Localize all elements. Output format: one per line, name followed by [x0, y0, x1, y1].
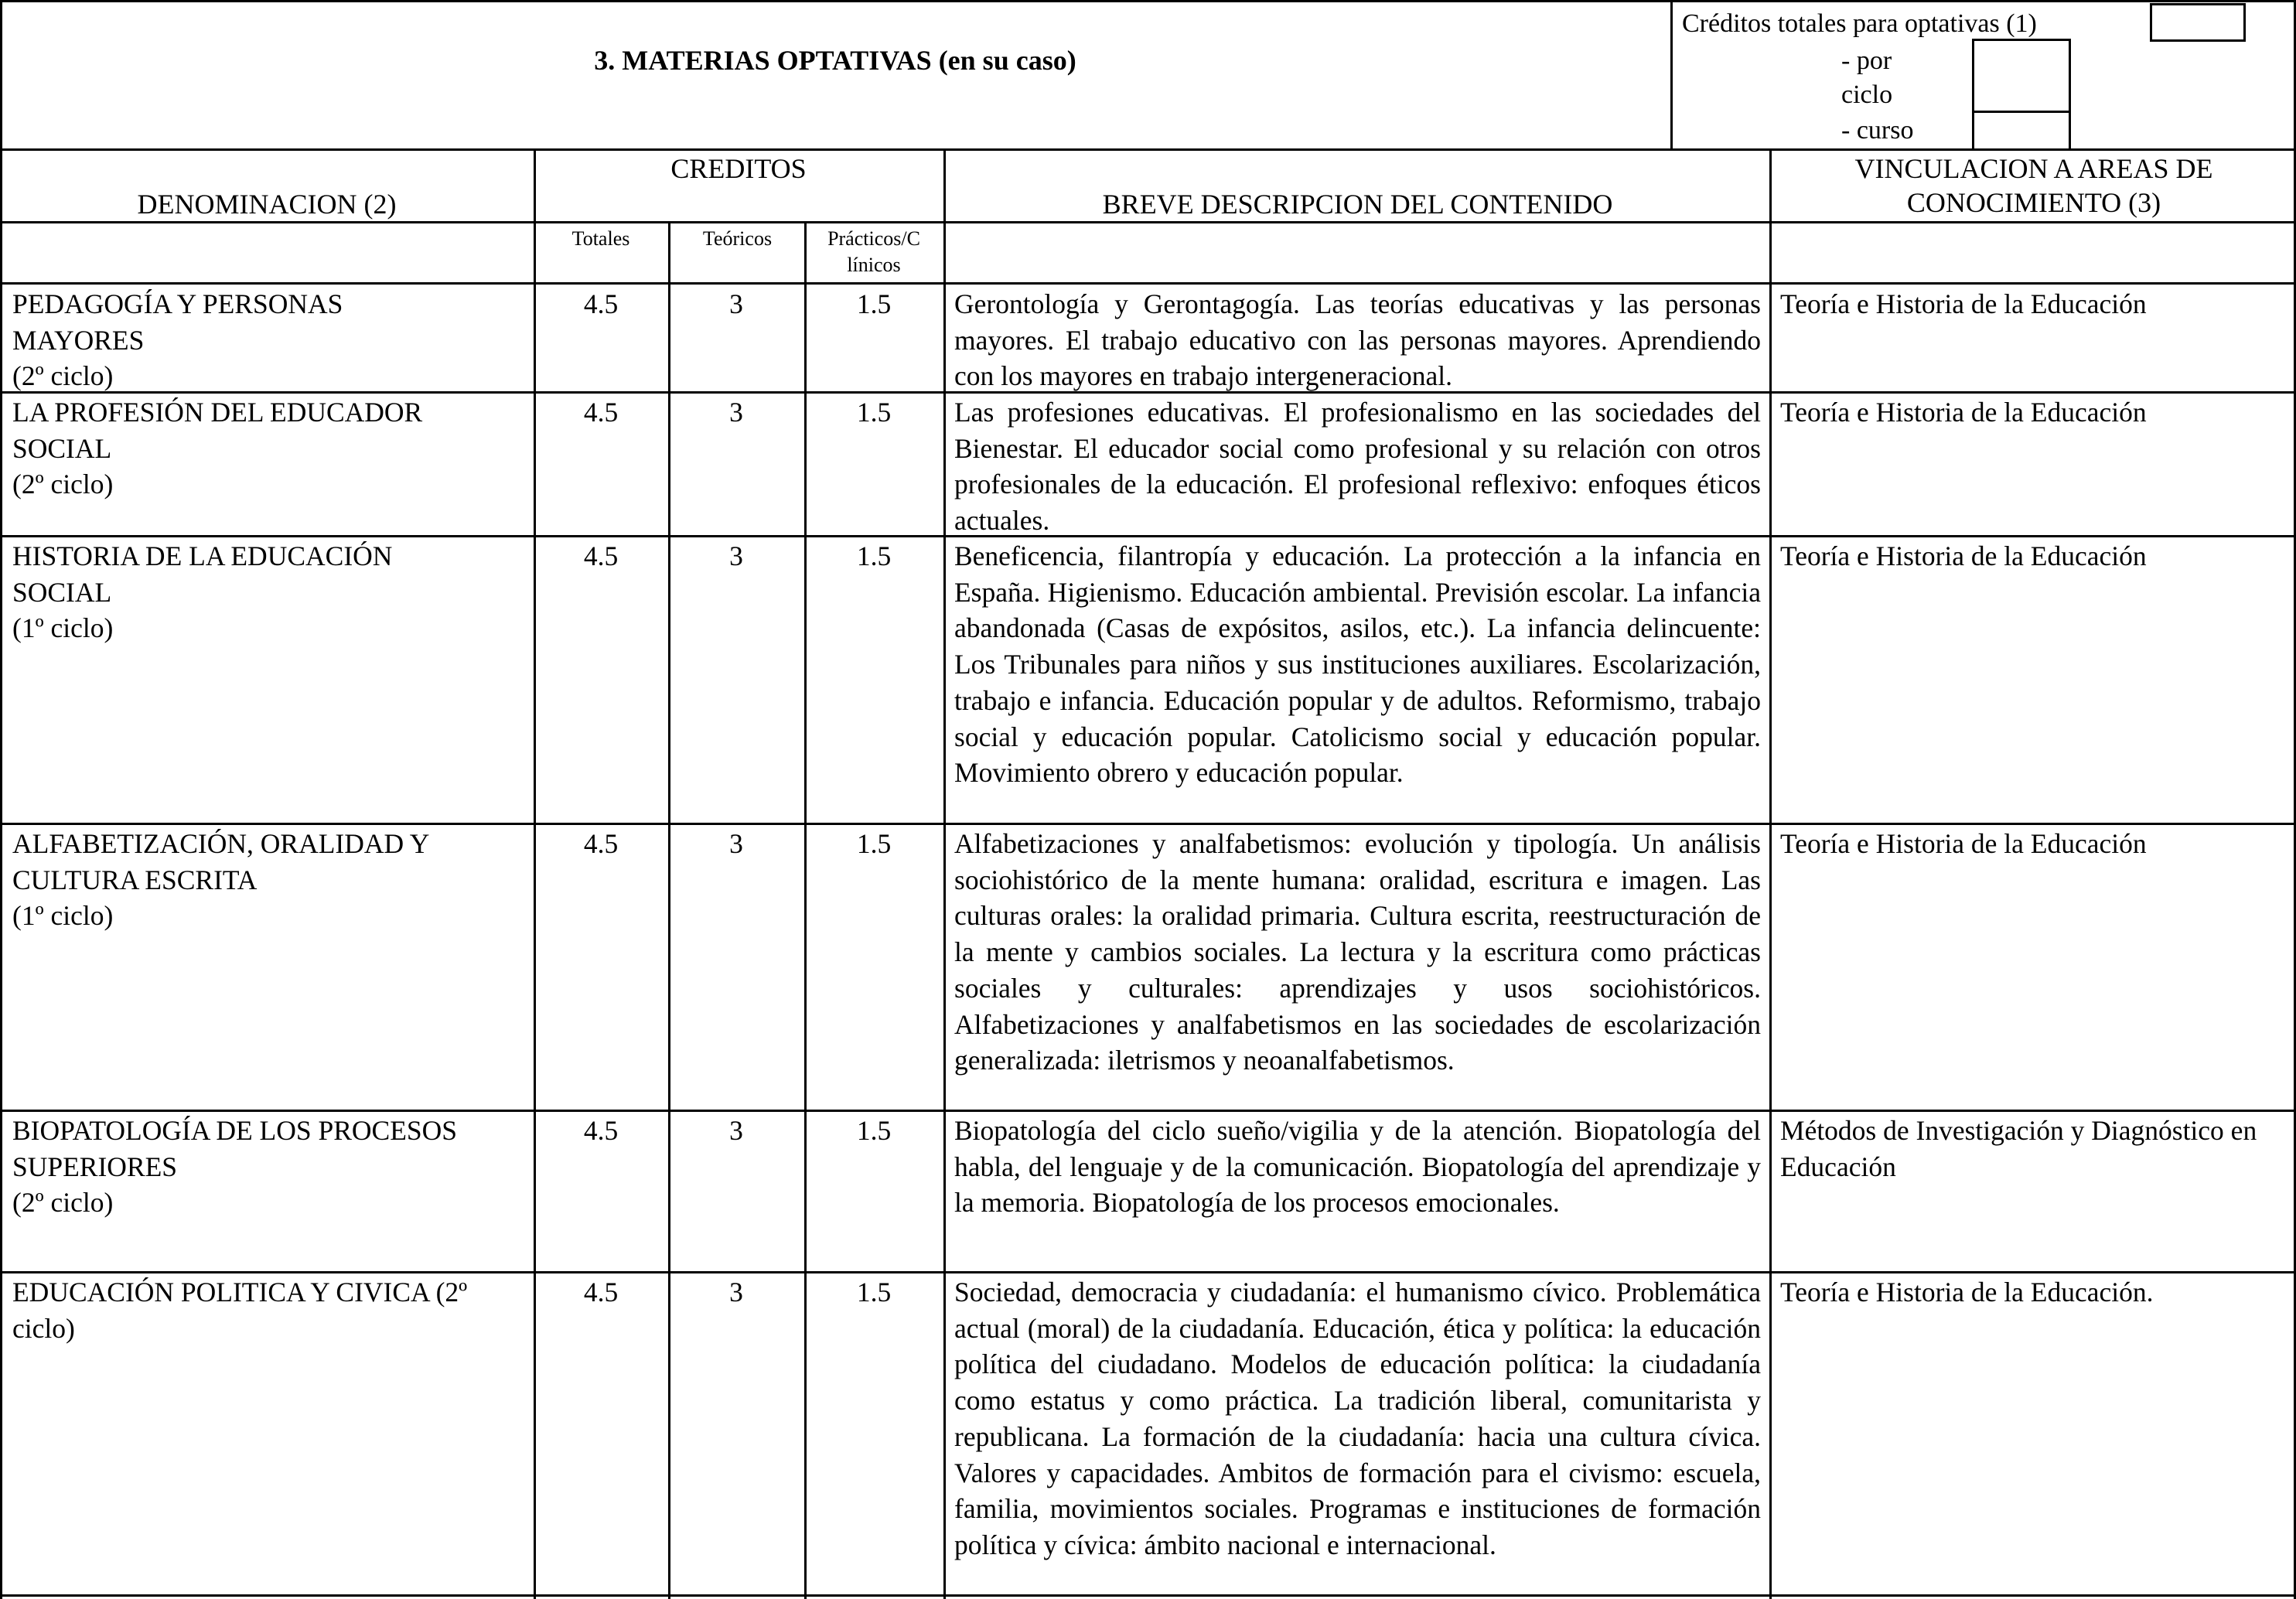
subject-title: ALFABETIZACIÓN, ORALIDAD Y CULTURA ESCRITA	[12, 828, 429, 895]
column-header-creditos: CREDITOS	[670, 153, 807, 184]
description: Gerontología y Gerontagogía. Las teorías educativas y las personas mayores. El trabajo educativo con las personas mayores. Aprendiendo con los mayores en trabajo intergeneracional.	[954, 288, 1761, 392]
knowledge-area: Teoría e Historia de la Educación	[1780, 397, 2147, 428]
column-header-totales: Totales	[571, 227, 630, 250]
credits-teoricos: 3	[729, 828, 743, 859]
description: Biopatología del ciclo sueño/vigilia y de la atención. Biopatología del habla, del lenguaje y de la comunicación. Biopatología del aprendizaje y la memoria. Biopatología de los procesos emocionales.	[954, 1115, 1761, 1219]
rule	[534, 148, 536, 1599]
credits-teoricos: 3	[729, 397, 743, 428]
subject-title: HISTORIA DE LA EDUCACIÓN SOCIAL	[12, 540, 393, 608]
subject-title: PEDAGOGÍA Y PERSONAS MAYORES	[12, 288, 343, 356]
por-label: - por	[1841, 46, 1892, 75]
column-header-vinculacion: VINCULACION A AREAS DE CONOCIMIENTO (3)	[1854, 153, 2213, 218]
rule	[1769, 148, 1772, 1599]
subject-title: EDUCACIÓN POLITICA Y CIVICA (2º ciclo)	[12, 1277, 468, 1344]
credits-totales: 4.5	[583, 397, 619, 428]
credits-teoricos: 3	[729, 1115, 743, 1146]
credits-teoricos: 3	[729, 540, 743, 571]
knowledge-area: Teoría e Historia de la Educación.	[1780, 1277, 2154, 1307]
ciclo-label: ciclo	[1841, 80, 1893, 109]
credits-total-label: Créditos totales para optativas (1)	[1682, 9, 2037, 38]
credits-totales: 4.5	[583, 288, 619, 319]
subject-name	[12, 394, 507, 503]
description: Sociedad, democracia y ciudadanía: el humanismo cívico. Problemática actual (moral) de la ciudadanía. Educación, ética y política: la educación política del ciudadano. Modelos de educación política: la ciudadanía como estatus y como práctica. La tradición liberal, comunitarista y republicana. La formación de la ciudadanía: hacia una cultura cívica. Valores y capacidades. Ambitos de formación para el civismo: escuela, familia, movimientos sociales. Programas e instituciones de formación política y cívica: ámbito nacional e internacional.	[954, 1277, 1761, 1560]
rule	[0, 1271, 2296, 1273]
subject-title: BIOPATOLOGÍA DE LOS PROCESOS SUPERIORES	[12, 1115, 458, 1182]
credits-practicos: 1.5	[856, 397, 892, 428]
subject-title: LA PROFESIÓN DEL EDUCADOR SOCIAL	[12, 397, 423, 464]
rule	[0, 823, 2296, 825]
credits-per-ciclo-input[interactable]	[1972, 39, 2071, 113]
knowledge-area: Teoría e Historia de la Educación	[1780, 540, 2147, 571]
credits-teoricos: 3	[729, 288, 743, 319]
column-header-descripcion: BREVE DESCRIPCION DEL CONTENIDO	[1102, 189, 1613, 220]
subject-cycle: (2º ciclo)	[12, 360, 114, 392]
credits-totales: 4.5	[583, 828, 619, 859]
column-header-practicos: Prácticos/C línicos	[827, 227, 920, 276]
credits-per-curso-input[interactable]	[1972, 111, 2071, 151]
subject-name	[12, 538, 461, 646]
column-header-denominacion: DENOMINACION (2)	[137, 189, 397, 220]
description: Las profesiones educativas. El profesionalismo en las sociedades del Bienestar. El educador social como profesional y su relación con otros profesionales de la educación. El profesional reflexivo: enfoques éticos actuales.	[954, 397, 1761, 537]
rule	[0, 148, 2296, 151]
description: Alfabetizaciones y analfabetismos: evolución y tipología. Un análisis sociohistórico de la mente humana: oralidad, escritura e imagen. Las culturas orales: la oralidad primaria. Cultura escrita, reestructuración de la mente y cambios sociales. La lectura y la escritura como prácticas sociales y culturales: aprendizajes y usos sociohistóricos. Alfabetizaciones y analfabetismos en las sociedades de escolarización generalizada: iletrismos y neoanalfabetismos.	[954, 828, 1761, 1076]
credits-totales: 4.5	[583, 1115, 619, 1146]
credits-practicos: 1.5	[856, 1277, 892, 1307]
credits-practicos: 1.5	[856, 828, 892, 859]
subject-name	[12, 286, 384, 394]
subject-cycle: (2º ciclo)	[12, 1187, 114, 1219]
credits-totales: 4.5	[583, 1277, 619, 1307]
subject-name	[12, 826, 507, 934]
subject-cycle: (2º ciclo)	[12, 469, 114, 500]
credits-totales: 4.5	[583, 540, 619, 571]
subject-cycle: (1º ciclo)	[12, 900, 114, 932]
knowledge-area: Métodos de Investigación y Diagnóstico en Educación	[1780, 1115, 2257, 1182]
credits-practicos: 1.5	[856, 1115, 892, 1146]
credits-teoricos: 3	[729, 1277, 743, 1307]
knowledge-area: Teoría e Historia de la Educación	[1780, 288, 2147, 319]
rule	[0, 221, 2296, 223]
subject-name	[12, 1113, 532, 1221]
rule	[0, 1594, 2296, 1597]
rule	[943, 148, 946, 1599]
description: Beneficencia, filantropía y educación. La protección a la infancia en España. Higienismo. Educación ambiental. Previsión escolar. La infancia abandonada (Casas de expósitos, asilos, etc.). La infancia delincuente: Los Tribunales para niños y sus instituciones auxiliares. Escolarización, trabajo e infancia. Educación popular y de adultos. Reformismo, trabajo social y educación popular. Catolicismo social y educación popular. Movimiento obrero y educación popular.	[954, 540, 1761, 789]
rule	[0, 0, 2, 1599]
subject-name	[12, 1274, 523, 1346]
curso-label: - curso	[1841, 116, 1914, 145]
rule	[0, 1110, 2296, 1112]
credits-total-input[interactable]	[2150, 3, 2246, 42]
knowledge-area: Teoría e Historia de la Educación	[1780, 828, 2147, 859]
subject-cycle: (1º ciclo)	[12, 612, 114, 644]
rule	[0, 282, 2296, 285]
page-title: 3. MATERIAS OPTATIVAS (en su caso)	[594, 45, 1076, 76]
credits-practicos: 1.5	[856, 288, 892, 319]
credits-practicos: 1.5	[856, 540, 892, 571]
column-header-teoricos: Teóricos	[702, 227, 773, 250]
